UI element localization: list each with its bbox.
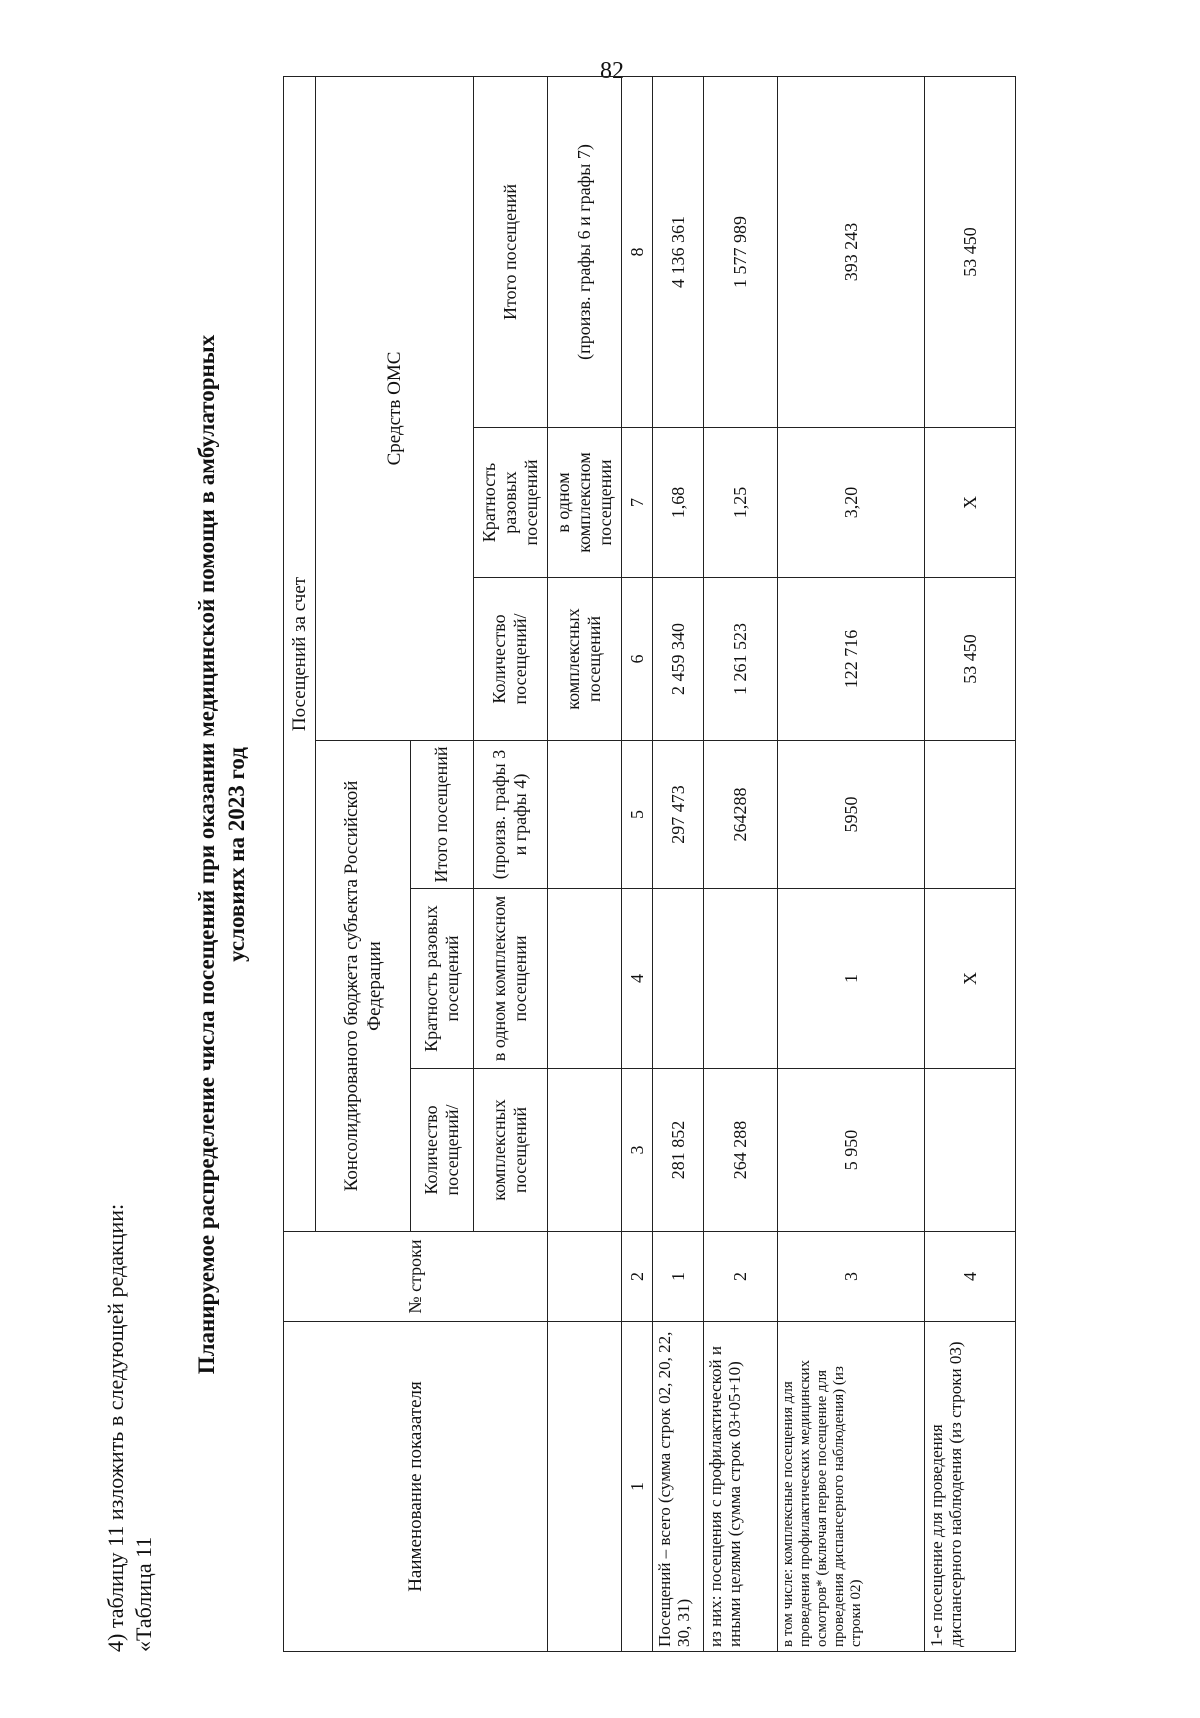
cell-value: 1 577 989	[703, 76, 777, 427]
header-oms-multiplicity: Кратность разовых посещений	[473, 428, 547, 578]
column-number: 4	[621, 889, 653, 1069]
cell-value: 5950	[777, 741, 925, 889]
table-row	[653, 76, 704, 1651]
visits-table	[283, 76, 1016, 1652]
row-name: 1-е посещение для проведения диспансерного наблюдения (из строки 03)	[925, 1322, 1016, 1652]
cell-value: 393 243	[777, 76, 925, 427]
cell-value: 297 473	[653, 741, 704, 889]
column-number: 5	[621, 741, 653, 889]
cell-value: 2 459 340	[653, 578, 704, 741]
spacer-cell	[547, 1069, 621, 1232]
header-oms-total: Итого посещений	[473, 76, 547, 427]
header-oms-qty-sub: комплексных посещений	[547, 578, 621, 741]
cell-value: 4 136 361	[653, 76, 704, 427]
row-line: 1	[653, 1232, 704, 1322]
header-budget: Консолидированого бюджета субъекта Российской Федерации	[315, 741, 410, 1232]
row-line: 2	[703, 1232, 777, 1322]
column-number: 7	[621, 428, 653, 578]
table-row	[925, 76, 1016, 1651]
header-multiplicity: Кратность разовых посещений	[410, 889, 473, 1069]
rotated-page-content	[88, 77, 1048, 1652]
table-row	[777, 76, 925, 1651]
cell-value: 1,25	[703, 428, 777, 578]
cell-value: 264288	[703, 741, 777, 889]
header-visits-by: Посещений за счет	[284, 76, 316, 1231]
cell-value	[925, 741, 1016, 889]
row-name: Посещений – всего (сумма строк 02, 20, 22, 30, 31)	[653, 1322, 704, 1652]
header-line-number: № строки	[284, 1232, 548, 1322]
cell-value: X	[925, 428, 1016, 578]
cell-value: 281 852	[653, 1069, 704, 1232]
header-indicator-name: Наименование показателя	[284, 1322, 548, 1652]
intro-text	[102, 1204, 158, 1652]
cell-value: 3,20	[777, 428, 925, 578]
header-oms-multiplicity-sub: в одном комплексном посещении	[547, 428, 621, 578]
table-row	[703, 76, 777, 1651]
cell-value: 1,68	[653, 428, 704, 578]
header-oms-qty: Количество посещений/	[473, 578, 547, 741]
header-qty-sub: комплексных посещений	[473, 1069, 547, 1232]
table-caption: «Таблица 11	[131, 1536, 156, 1652]
intro-line: 4) таблицу 11 изложить в следующей редакции:	[103, 1203, 128, 1652]
header-oms-total-formula: (произв. графы 6 и графы 7)	[547, 76, 621, 427]
row-line: 3	[777, 1232, 925, 1322]
column-number: 8	[621, 76, 653, 427]
header-oms: Средств ОМС	[315, 76, 473, 740]
row-name: из них: посещения с профилактической и иными целями (сумма строк 03+05+10)	[703, 1322, 777, 1652]
cell-value: X	[925, 889, 1016, 1069]
column-number: 1	[621, 1322, 653, 1652]
cell-value	[925, 1069, 1016, 1232]
spacer-cell	[547, 889, 621, 1069]
cell-value: 264 288	[703, 1069, 777, 1232]
cell-value: 1 261 523	[703, 578, 777, 741]
cell-value	[703, 889, 777, 1069]
spacer-cell	[547, 1232, 621, 1322]
cell-value: 1	[777, 889, 925, 1069]
column-number: 6	[621, 578, 653, 741]
column-number: 2	[621, 1232, 653, 1322]
header-qty: Количество посещений/	[410, 1069, 473, 1232]
spacer-cell	[547, 741, 621, 889]
header-total-formula: (произв. графы 3 и графы 4)	[473, 741, 547, 889]
header-multiplicity-sub: в одном комплексном посещении	[473, 889, 547, 1069]
cell-value: 5 950	[777, 1069, 925, 1232]
column-number: 3	[621, 1069, 653, 1232]
page-number: 82	[600, 58, 624, 84]
table-title-line: условиях на 2023 год	[224, 747, 249, 962]
cell-value	[653, 889, 704, 1069]
cell-value: 53 450	[925, 578, 1016, 741]
cell-value: 122 716	[777, 578, 925, 741]
cell-value: 53 450	[925, 76, 1016, 427]
table-title-line: Планируемое распределение числа посещений при оказании медицинской помощи в амбулаторных	[194, 334, 219, 1375]
spacer-cell	[547, 1322, 621, 1652]
header-total: Итого посещений	[410, 741, 473, 889]
table-title	[192, 77, 252, 1632]
row-line: 4	[925, 1232, 1016, 1322]
row-name: в том числе: комплексные посещения для проведения профилактических медицинских осмотров* (включая первое посещение для проведения диспансерного наблюдения) (из строки 02)	[777, 1322, 925, 1652]
